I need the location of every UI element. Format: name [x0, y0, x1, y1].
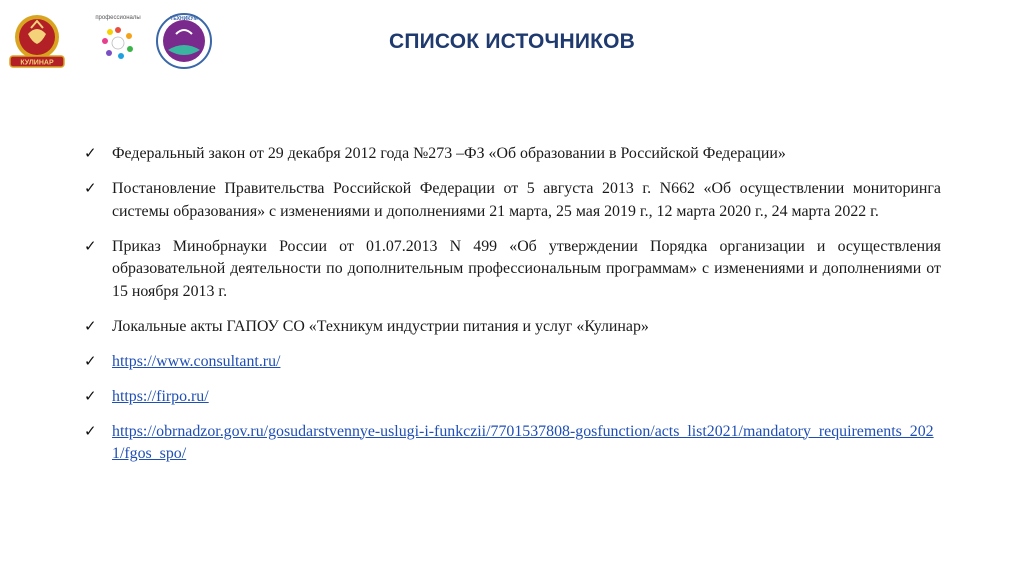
- checkmark-icon: ✓: [84, 144, 97, 162]
- sources-list: [84, 143, 941, 478]
- source-list-item: [84, 236, 941, 304]
- source-link[interactable]: https://firpo.ru/: [112, 387, 209, 405]
- technikum-emblem-text: ТЕХНИКУМ: [170, 16, 198, 22]
- checkmark-icon: ✓: [84, 179, 97, 197]
- checkmark-icon: ✓: [84, 386, 97, 405]
- source-list-item: [84, 178, 941, 223]
- source-text: Приказ Минобрнауки России от 01.07.2013 N 499 «Об утверждении Порядка организации и осуществления образовательной деятельности по дополнительным профессиональным программам» с изменениями и дополнениями от 15 ноября 2013 г.: [112, 237, 941, 300]
- source-link[interactable]: https://obrnadzor.gov.ru/gosudarstvennye-uslugi-i-funkczii/7701537808-gosfunction/acts_list2021/mandatory_requirements_2021/fgos_spo/: [112, 422, 934, 462]
- checkmark-icon: ✓: [84, 421, 97, 440]
- source-list-item: [84, 143, 941, 166]
- checkmark-icon: ✓: [84, 236, 97, 255]
- source-list-item: [84, 316, 941, 339]
- source-list-item: [84, 421, 941, 466]
- source-text: Локальные акты ГАПОУ СО «Техникум индустрии питания и услуг «Кулинар»: [112, 317, 649, 335]
- source-list-item: [84, 386, 941, 409]
- source-text: Постановление Правительства Российской Федерации от 5 августа 2013 г. N662 «Об осуществлении мониторинга системы образования» с изменениями и дополнениями 21 марта, 25 мая 2019 г., 12 марта 2020 г., 24 марта 2022 г.: [112, 180, 941, 220]
- page-title: СПИСОК ИСТОЧНИКОВ: [388, 30, 636, 53]
- source-link[interactable]: https://www.consultant.ru/: [112, 352, 281, 370]
- professionaly-logo-text: профессионалы: [95, 15, 141, 21]
- source-list-item: [84, 351, 941, 374]
- kulinar-logo-text: КУЛИНАР: [20, 59, 54, 67]
- source-text: Федеральный закон от 29 декабря 2012 года №273 –ФЗ «Об образовании в Российской Федерации»: [112, 145, 786, 162]
- checkmark-icon: ✓: [84, 316, 97, 335]
- checkmark-icon: ✓: [84, 351, 97, 370]
